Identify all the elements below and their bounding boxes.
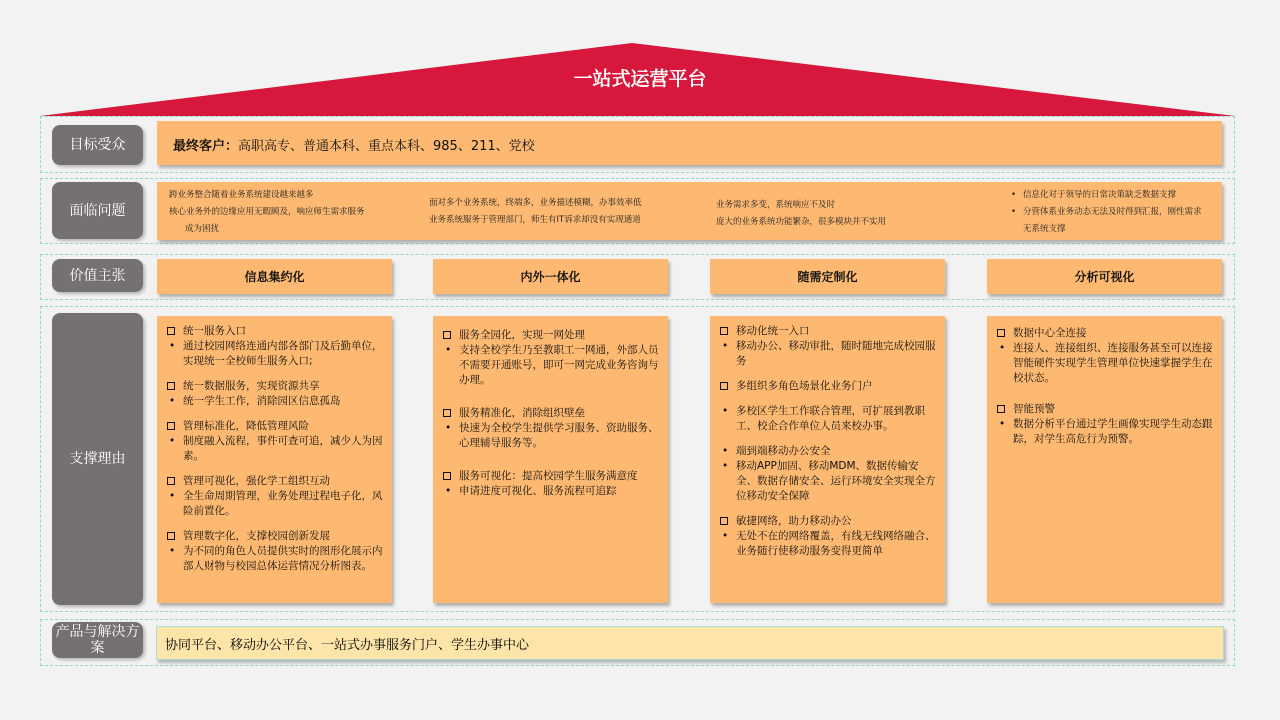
support-bullet: • 全生命周期管理，业务处理过程电子化，风险前置化。: [167, 489, 384, 519]
label-target: 目标受众: [52, 125, 143, 165]
support-head: 移动化统一入口: [720, 324, 937, 339]
problem-text: • 信息化对于领导的日常决策缺乏数据支撑: [1023, 187, 1209, 204]
support-col-2: [433, 316, 668, 603]
support-head: 服务精准化，消除组织壁垒: [443, 406, 660, 421]
support-col-4: [987, 316, 1222, 603]
support-bullet: • 为不同的角色人员提供实时的图形化展示内部人财物与校园总体运营情况分析图表。: [167, 544, 384, 574]
problem-text: 业务需求多变，系统响应不及时: [716, 200, 836, 210]
problem-text: 面对多个业务系统，终端多，业务描述模糊，办事效率低: [429, 198, 642, 208]
support-bullet: • 无处不在的网络覆盖，有线无线网络融合、业务随行使移动服务变得更简单: [720, 529, 937, 559]
target-lead: 最终客户：: [173, 139, 239, 154]
problems-col-3: [716, 197, 886, 231]
support-head: 统一数据服务，实现资源共享: [167, 379, 384, 394]
target-text: [173, 135, 535, 154]
support-bullet: • 制度融入流程，事件可查可追，减少人为因素。: [167, 434, 384, 464]
problem-text: 庞大的业务系统功能繁杂，很多模块并不实用: [716, 217, 887, 227]
label-support: 支撑理由: [52, 313, 143, 605]
support-head: 管理可视化，强化学工组织互动: [167, 474, 384, 489]
value-item: 分析可视化: [987, 259, 1222, 294]
support-bullet: • 端到端移动办公安全: [720, 444, 937, 459]
problem-text: 业务系统服务于管理部门，师生有IT诉求却没有实现通道: [429, 215, 641, 225]
support-col-1: [157, 316, 392, 603]
support-head: 服务可视化：提高校园学生服务满意度: [443, 469, 660, 484]
roof-banner: [0, 0, 1280, 120]
label-product: 产品与解决方案: [52, 622, 143, 658]
label-problems: 面临问题: [52, 182, 143, 239]
support-head: 敏捷网络，助力移动办公: [720, 514, 937, 529]
problem-text: • 分管体系业务动态无法及时得到汇报，刚性需求无系统支撑: [1023, 204, 1209, 238]
problems-col-1: [169, 187, 365, 238]
support-head: 多组织多角色场景化业务门户: [720, 379, 937, 394]
problem-text: 跨业务整合随着业务系统建设越来越多: [169, 190, 314, 200]
support-head: 管理数字化，支撑校园创新发展: [167, 529, 384, 544]
support-bullet: • 连接人、连接组织、连接服务甚至可以连接智能硬件实现学生管理单位快速掌握学生在校状态。: [997, 341, 1214, 386]
support-bullet: • 统一学生工作，消除园区信息孤岛: [167, 394, 384, 409]
product-box: 协同平台、移动办公平台、一站式办事服务门户、学生办事中心: [156, 626, 1224, 660]
support-bullet: • 快速为全校学生提供学习服务、资助服务、心理辅导服务等。: [443, 421, 660, 451]
value-item: 内外一体化: [433, 259, 668, 294]
support-bullet: • 移动APP加固、移动MDM、数据传输安全、数据存储安全、运行环境安全实现全方位移动安全保障: [720, 459, 937, 504]
support-bullet: • 移动办公、移动审批，随时随地完成校园服务: [720, 339, 937, 369]
support-bullet: • 申请进度可视化、服务流程可追踪: [443, 484, 660, 499]
support-head: 统一服务入口: [167, 324, 384, 339]
target-value: 高职高专、普通本科、重点本科、985、211、党校: [238, 139, 535, 154]
support-head: 服务全园化，实现一网处理: [443, 328, 660, 343]
problems-col-2: [429, 195, 642, 229]
label-value: 价值主张: [52, 259, 143, 292]
support-bullet: • 通过校园网络连通内部各部门及后勤单位，实现统一全校师生服务入口;: [167, 339, 384, 369]
value-item: 信息集约化: [157, 259, 392, 294]
value-item: 随需定制化: [710, 259, 945, 294]
problem-text: 成为困扰: [185, 224, 220, 234]
problems-box: [157, 182, 1222, 240]
support-bullet: • 支持全校学生乃至教职工一网通，外部人员不需要开通账号，即可一网完成业务咨询与办理。: [443, 343, 660, 388]
problem-text: 核心业务外的边缘应用无暇顾及，响应师生需求服务: [169, 207, 365, 217]
support-bullet: • 多校区学生工作联合管理，可扩展到教职工、校企合作单位人员来校办事。: [720, 404, 937, 434]
problems-col-4: [1009, 187, 1209, 238]
support-bullet: • 数据分析平台通过学生画像实现学生动态跟踪，对学生高危行为预警。: [997, 417, 1214, 447]
support-head: 管理标准化，降低管理风险: [167, 419, 384, 434]
target-box: [157, 121, 1222, 165]
support-head: 智能预警: [997, 402, 1214, 417]
page-title: 一站式运营平台: [573, 68, 707, 90]
support-head: 数据中心全连接: [997, 326, 1214, 341]
support-col-3: [710, 316, 945, 603]
